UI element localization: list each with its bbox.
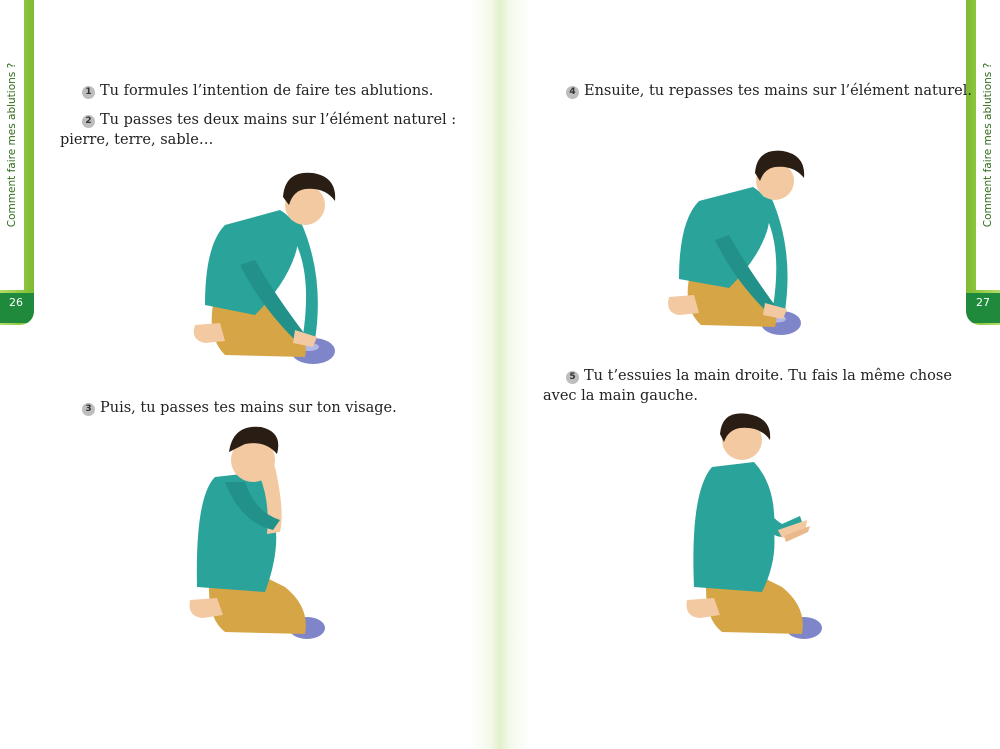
step-4-number: 4 — [566, 86, 579, 99]
step-5 — [566, 366, 952, 386]
step-2-text-line1: Tu passes tes deux mains sur l’élément naturel : — [100, 112, 457, 128]
step-2-text-line2: pierre, terre, sable… — [60, 132, 214, 148]
step-1-text: Tu formules l’intention de faire tes ablutions. — [100, 83, 434, 99]
step-1 — [82, 81, 433, 101]
illustration-wiping-hands — [682, 412, 832, 647]
step-5-text-line2: avec la main gauche. — [543, 388, 698, 404]
step-3 — [82, 398, 397, 418]
step-4-text: Ensuite, tu repasses tes mains sur l’élément naturel. — [584, 83, 972, 99]
right-page-number: 27 — [966, 293, 1000, 323]
right-side-tab — [966, 0, 1000, 325]
illustration-hands-on-stone — [185, 165, 345, 370]
step-2 — [82, 110, 456, 130]
step-5-number: 5 — [566, 371, 579, 384]
step-3-text: Puis, tu passes tes mains sur ton visage. — [100, 400, 397, 416]
book-gutter — [470, 0, 530, 749]
illustration-hands-on-stone-again — [663, 145, 813, 340]
left-side-tab-title: Comment faire mes ablutions ? — [6, 62, 18, 228]
step-5-text-line1: Tu t’essuies la main droite. Tu fais la même chose — [584, 368, 952, 384]
step-2-number: 2 — [82, 115, 95, 128]
illustration-wiping-face — [185, 422, 335, 647]
step-1-number: 1 — [82, 86, 95, 99]
right-side-tab-title: Comment faire mes ablutions ? — [982, 62, 994, 228]
left-side-tab — [0, 0, 34, 325]
left-page-number: 26 — [0, 293, 34, 323]
step-3-number: 3 — [82, 403, 95, 416]
step-4 — [566, 81, 972, 101]
